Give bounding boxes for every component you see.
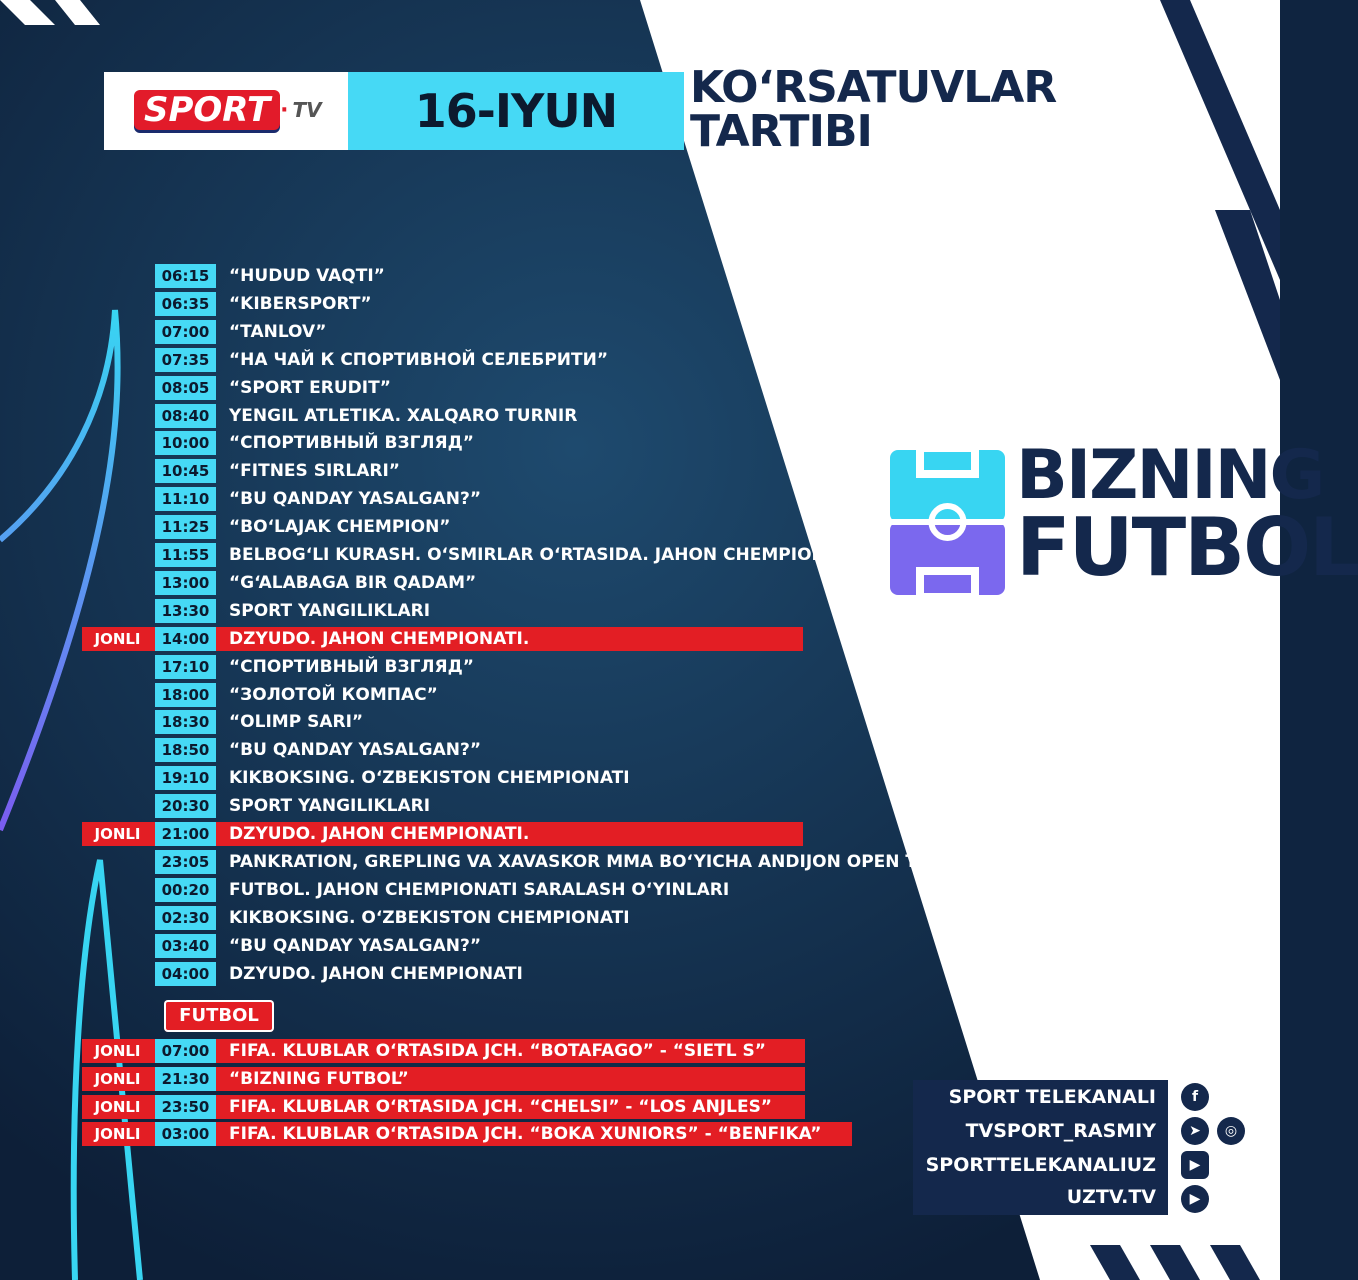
logo-dot: · — [280, 97, 289, 123]
schedule-row — [0, 934, 1040, 958]
program-title: “СПОРТИВНЫЙ ВЗГЛЯД” — [229, 656, 474, 677]
program-title: “OLIMP SARI” — [229, 712, 364, 733]
schedule-row — [0, 571, 1040, 595]
program-time: 18:30 — [155, 710, 216, 734]
program-title: “ЗОЛОТОЙ КОМПАС” — [229, 684, 438, 705]
program-title: KIKBOKSING. O‘ZBEKISTON CHEMPIONATI — [229, 768, 630, 789]
program-title: “TANLOV” — [229, 321, 327, 342]
program-title: “BU QANDAY YASALGAN?” — [229, 489, 482, 510]
schedule-row — [0, 431, 1040, 455]
schedule-row — [0, 627, 1040, 651]
program-time: 02:30 — [155, 906, 216, 930]
schedule-row — [0, 264, 1040, 288]
title-line-1: KO‘RSATUVLAR — [690, 62, 1057, 113]
schedule-row — [0, 543, 1040, 567]
facebook-icon[interactable]: f — [1181, 1083, 1209, 1111]
schedule-row — [0, 1039, 1040, 1063]
schedule-row — [0, 515, 1040, 539]
program-time: 07:35 — [155, 348, 216, 372]
schedule-row — [0, 962, 1040, 986]
program-title: BELBOG‘LI KURASH. O‘SMIRLAR O‘RTASIDA. JAHON CHEMPIONATI — [229, 545, 856, 565]
schedule-row — [0, 794, 1040, 818]
program-time: 06:15 — [155, 264, 216, 288]
program-title: YENGIL ATLETIKA. XALQARO TURNIR — [229, 405, 578, 426]
program-title: “BO‘LAJAK CHEMPION” — [229, 517, 451, 538]
schedule-row — [0, 376, 1040, 400]
live-label: JONLI — [94, 629, 141, 648]
program-title: “BU QANDAY YASALGAN?” — [229, 935, 482, 956]
field-icon — [890, 450, 1005, 595]
program-time: 14:00 — [155, 627, 216, 651]
promo-title — [1016, 436, 1358, 594]
schedule-row — [0, 1095, 1040, 1119]
program-time: 17:10 — [155, 655, 216, 679]
live-label: JONLI — [94, 1069, 141, 1088]
title-line-2: TARTIBI — [690, 106, 872, 157]
program-time: 21:00 — [155, 822, 216, 846]
program-time: 03:40 — [155, 934, 216, 958]
program-title: “BIZNING FUTBOL” — [229, 1068, 409, 1089]
instagram-icon[interactable]: ◎ — [1217, 1117, 1245, 1145]
program-title: PANKRATION, GREPLING VA XAVASKOR MMA BO‘YICHA ANDIJON OPEN TURNIRI — [229, 851, 984, 872]
promo-line-1: BIZNING — [1016, 436, 1324, 515]
program-time: 11:25 — [155, 515, 216, 539]
program-time: 03:00 — [155, 1122, 216, 1146]
live-label: JONLI — [94, 825, 141, 843]
social-youtube-label[interactable]: SPORTTELEKANALIUZ — [925, 1154, 1156, 1176]
schedule-row — [0, 1122, 1040, 1146]
schedule-row — [0, 348, 1040, 372]
program-time: 18:50 — [155, 738, 216, 762]
youtube-icon[interactable]: ▶ — [1181, 1151, 1209, 1179]
program-time: 19:10 — [155, 766, 216, 790]
program-title: “СПОРТИВНЫЙ ВЗГЛЯД” — [229, 433, 474, 454]
program-title: FIFA. KLUBLAR O‘RTASIDA JCH. “BOKA XUNIORS” - “BENFIKA” — [229, 1124, 822, 1145]
program-time: 20:30 — [155, 794, 216, 818]
schedule-row — [0, 850, 1040, 874]
date-label: 16-IYUN — [348, 72, 684, 150]
channel-logo — [104, 72, 348, 150]
schedule-row — [0, 459, 1040, 483]
program-time: 04:00 — [155, 962, 216, 986]
program-title: FIFA. KLUBLAR O‘RTASIDA JCH. “BOTAFAGO” - “SIETL S” — [229, 1041, 766, 1061]
logo-tv-text: TV — [292, 98, 322, 122]
program-title: “KIBERSPORT” — [229, 293, 372, 314]
social-links — [913, 1080, 1168, 1215]
program-time: 11:10 — [155, 487, 216, 511]
schedule-row — [0, 655, 1040, 679]
schedule-row — [0, 487, 1040, 511]
schedule-row — [0, 878, 1040, 902]
program-title: DZYUDO. JAHON CHEMPIONATI — [229, 963, 523, 984]
logo-sport-text: SPORT — [134, 90, 280, 130]
program-time: 13:00 — [155, 571, 216, 595]
program-time: 23:50 — [155, 1095, 216, 1119]
program-title: SPORT YANGILIKLARI — [229, 600, 431, 621]
schedule-row — [0, 906, 1040, 930]
live-label: JONLI — [94, 1097, 141, 1116]
program-title: “G‘ALABAGA BIR QADAM” — [229, 572, 477, 593]
program-title: “FITNES SIRLARI” — [229, 461, 400, 482]
program-title: “BU QANDAY YASALGAN?” — [229, 740, 482, 761]
live-label: JONLI — [94, 1042, 141, 1060]
program-time: 18:00 — [155, 683, 216, 707]
social-site-label[interactable]: UZTV.TV — [1066, 1186, 1156, 1208]
telegram-icon[interactable]: ➤ — [1181, 1117, 1209, 1145]
program-title: “HUDUD VAQTI” — [229, 266, 385, 286]
schedule-row — [0, 320, 1040, 344]
program-title: KIKBOKSING. O‘ZBEKISTON CHEMPIONATI — [229, 907, 630, 928]
schedule-row — [0, 738, 1040, 762]
program-title: SPORT YANGILIKLARI — [229, 796, 431, 817]
schedule-row — [0, 822, 1040, 846]
program-title: “НА ЧАЙ К СПОРТИВНОЙ СЕЛЕБРИТИ” — [229, 349, 609, 370]
program-title: DZYUDO. JAHON CHEMPIONATI. — [229, 628, 530, 649]
schedule-row — [0, 599, 1040, 623]
program-time: 10:45 — [155, 459, 216, 483]
page-title — [690, 62, 1057, 157]
live-label: JONLI — [94, 1125, 141, 1144]
promo-line-2: FUTBOL — [1016, 501, 1358, 594]
program-time: 13:30 — [155, 599, 216, 623]
program-time: 08:40 — [155, 404, 216, 428]
futbol-section-badge: FUTBOL — [164, 1000, 274, 1032]
schedule-row — [0, 710, 1040, 734]
program-time: 06:35 — [155, 292, 216, 316]
program-time: 10:00 — [155, 431, 216, 455]
program-time: 21:30 — [155, 1067, 216, 1091]
program-title: DZYUDO. JAHON CHEMPIONATI. — [229, 824, 530, 844]
program-time: 11:55 — [155, 543, 216, 567]
social-telegram-label[interactable]: TVSPORT_RASMIY — [965, 1120, 1156, 1142]
schedule-row — [0, 404, 1040, 428]
program-title: FIFA. KLUBLAR O‘RTASIDA JCH. “CHELSI” - “LOS ANJLES” — [229, 1096, 772, 1117]
schedule-row — [0, 1067, 1040, 1091]
social-facebook-label[interactable]: SPORT TELEKANALI — [948, 1086, 1156, 1108]
program-title: FUTBOL. JAHON CHEMPIONATI SARALASH O‘YINLARI — [229, 879, 730, 900]
schedule-row — [0, 683, 1040, 707]
program-title: “SPORT ERUDIT” — [229, 377, 391, 398]
program-time: 23:05 — [155, 850, 216, 874]
play-icon[interactable]: ▶ — [1181, 1185, 1209, 1213]
program-time: 07:00 — [155, 320, 216, 344]
schedule-row — [0, 292, 1040, 316]
program-time: 08:05 — [155, 376, 216, 400]
program-time: 00:20 — [155, 878, 216, 902]
schedule-row — [0, 766, 1040, 790]
program-time: 07:00 — [155, 1039, 216, 1063]
